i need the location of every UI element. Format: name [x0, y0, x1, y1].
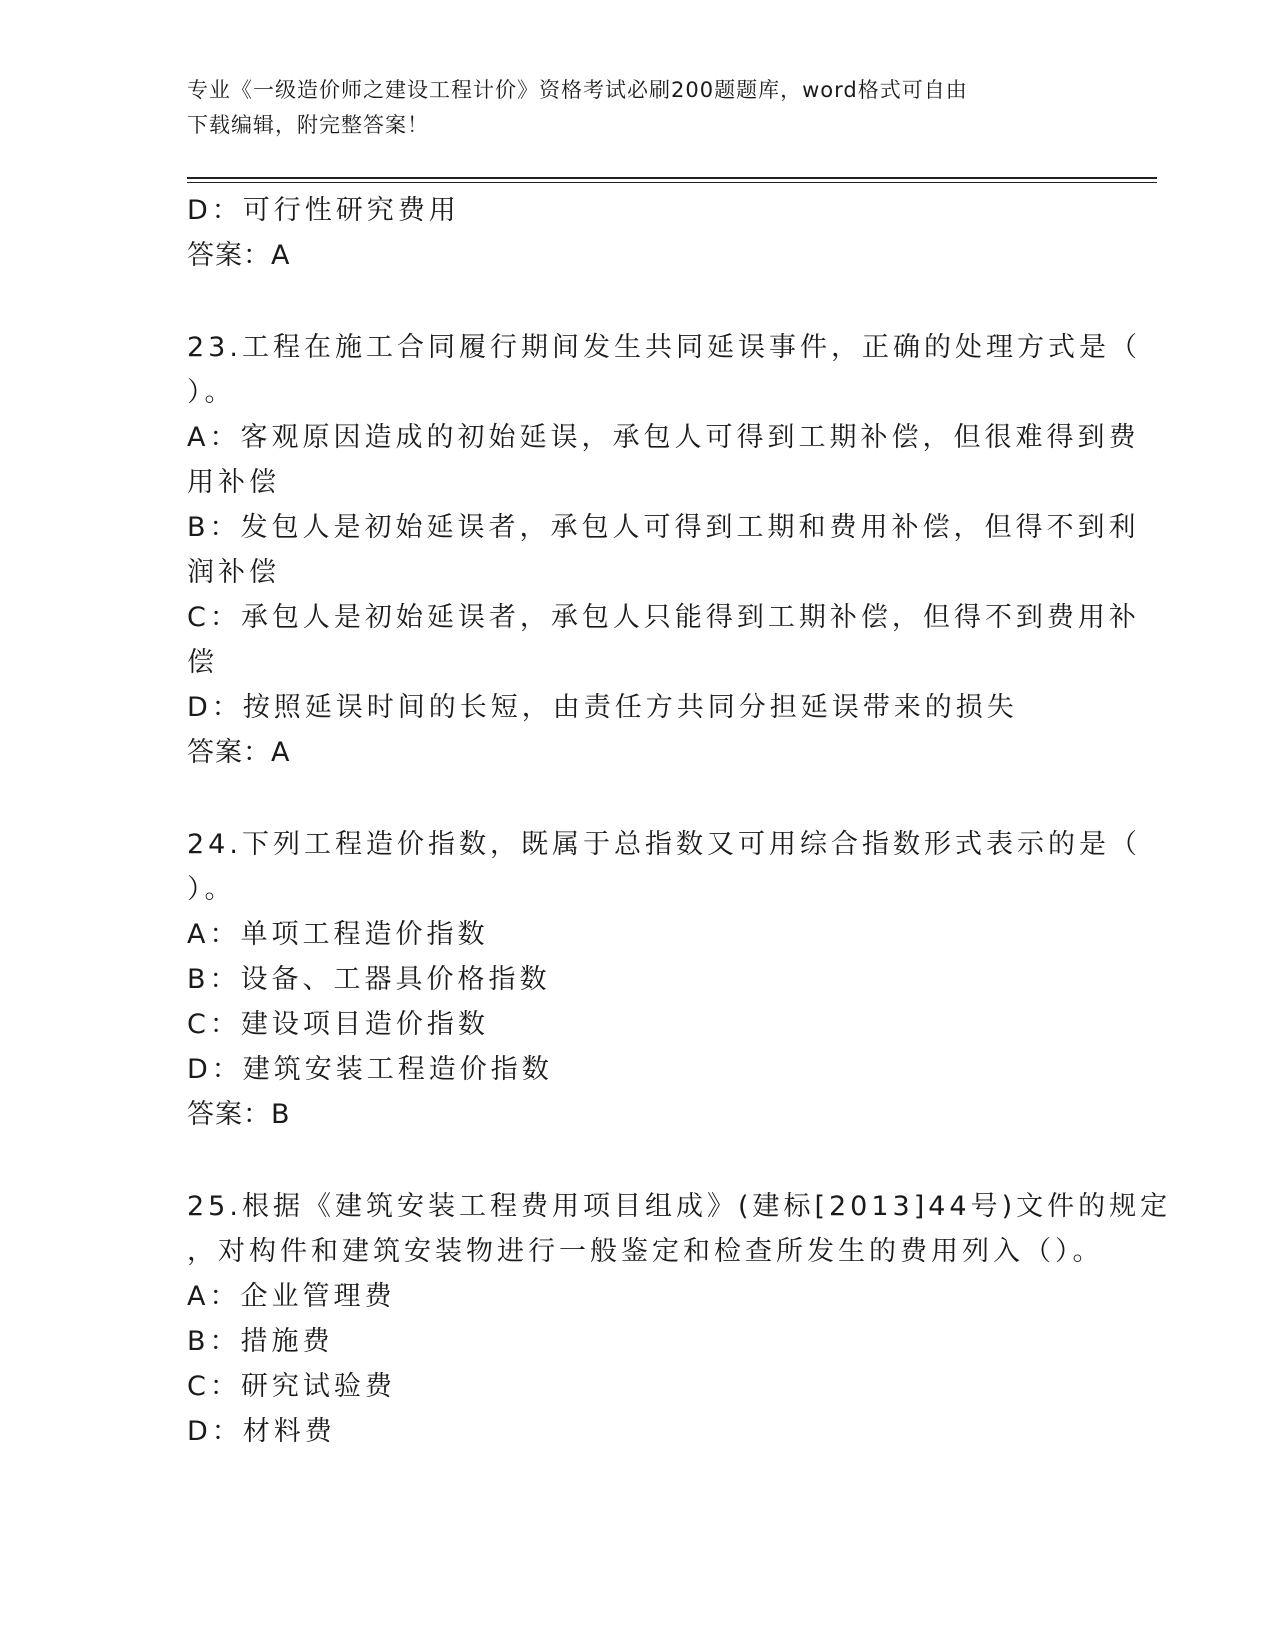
question-22-tail [187, 188, 1087, 278]
q23-option-c: C：承包人是初始延误者，承包人只能得到工期补偿，但得不到费用补 [187, 602, 1140, 633]
header-line-2: 下载编辑，附完整答案！ [187, 113, 429, 137]
q25-option-a: A：企业管理费 [187, 1281, 396, 1312]
spacer [187, 278, 1087, 325]
header-line-1: 专业《一级造价师之建设工程计价》资格考试必刷200题题库，word格式可自由 [187, 78, 968, 102]
q25-option-b: B：措施费 [187, 1326, 334, 1357]
q25-stem: 25.根据《建筑安装工程费用项目组成》(建标[2013]44号)文件的规定 [187, 1191, 1172, 1222]
question-23 [187, 325, 1141, 775]
q23-option-b-cont: 润补偿 [187, 557, 280, 588]
q23-option-d: D：按照延误时间的长短，由责任方共同分担延误带来的损失 [187, 692, 1018, 723]
q23-stem: 23.工程在施工合同履行期间发生共同延误事件，正确的处理方式是（ [187, 332, 1141, 363]
q25-option-c: C：研究试验费 [187, 1371, 396, 1402]
q24-stem-cont: ）。 [187, 874, 236, 905]
q24-option-c: C：建设项目造价指数 [187, 1009, 489, 1040]
question-25 [187, 1184, 1172, 1454]
header-divider-thick [187, 177, 1157, 179]
q23-option-a-cont: 用补偿 [187, 467, 280, 498]
document-body [187, 188, 1172, 1454]
q22-answer: 答案：A [187, 240, 291, 271]
q23-stem-cont: ）。 [187, 377, 236, 408]
q23-answer: 答案：A [187, 737, 291, 768]
q24-option-b: B：设备、工器具价格指数 [187, 964, 551, 995]
q24-answer: 答案：B [187, 1099, 291, 1130]
spacer [187, 1137, 1087, 1184]
q23-option-a: A：客观原因造成的初始延误，承包人可得到工期补偿，但很难得到费 [187, 422, 1140, 453]
header-divider-thin [187, 182, 1157, 183]
q22-option-d: D：可行性研究费用 [187, 195, 460, 226]
q24-stem: 24.下列工程造价指数，既属于总指数又可用综合指数形式表示的是（ [187, 829, 1141, 860]
q24-option-d: D：建筑安装工程造价指数 [187, 1054, 553, 1085]
q23-option-c-cont: 偿 [187, 647, 218, 678]
q25-stem-cont: ，对构件和建筑安装物进行一般鉴定和检查所发生的费用列入（）。 [187, 1236, 1104, 1267]
q23-option-b: B：发包人是初始延误者，承包人可得到工期和费用补偿，但得不到利 [187, 512, 1140, 543]
q25-option-d: D：材料费 [187, 1416, 336, 1447]
question-24 [187, 822, 1141, 1137]
spacer [187, 775, 1087, 822]
q24-option-a: A：单项工程造价指数 [187, 919, 489, 950]
document-header [187, 73, 1067, 143]
